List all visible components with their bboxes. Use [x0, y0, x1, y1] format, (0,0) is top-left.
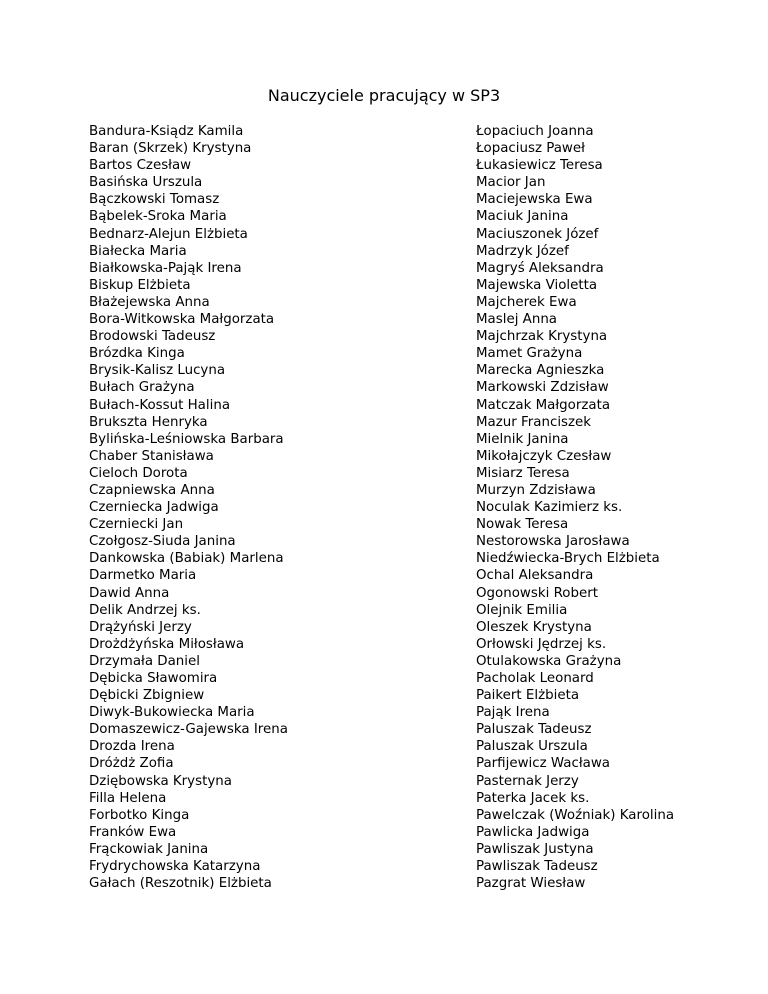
teacher-name: Dębicki Zbigniew: [89, 688, 205, 704]
teacher-name: Drozda Irena: [89, 739, 175, 755]
teacher-name: Mazur Franciszek: [476, 414, 592, 430]
teacher-name: Basińska Urszula: [89, 175, 203, 191]
teacher-name: Pawlicka Jadwiga: [476, 824, 590, 840]
teacher-name: Parfijewicz Wacława: [476, 756, 611, 772]
teacher-name: Murzyn Zdzisława: [476, 482, 596, 498]
teacher-name: Misiarz Teresa: [476, 465, 570, 481]
teacher-name: Bednarz-Alejun Elżbieta: [89, 226, 248, 242]
teacher-name: Nestorowska Jarosława: [476, 534, 630, 550]
teacher-name: Pazgrat Wiesław: [476, 876, 586, 892]
teacher-name: Pająk Irena: [476, 705, 550, 721]
teacher-name: Frydrychowska Katarzyna: [89, 859, 261, 875]
teacher-name: Majcherek Ewa: [476, 294, 577, 310]
teacher-name: Chaber Stanisława: [89, 448, 214, 464]
teacher-name: Frąckowiak Janina: [89, 841, 209, 857]
teacher-name: Łukasiewicz Teresa: [476, 158, 603, 174]
teacher-name: Paterka Jacek ks.: [476, 790, 590, 806]
teacher-name: Bandura-Ksiądz Kamila: [89, 124, 244, 139]
teacher-name: Brukszta Henryka: [89, 414, 208, 430]
teacher-list-right: [476, 123, 674, 892]
teacher-name: Ochal Aleksandra: [476, 568, 594, 584]
teacher-name: Czapniewska Anna: [89, 482, 215, 498]
teacher-name: Olejnik Emilia: [476, 602, 568, 618]
teacher-name: Majewska Violetta: [476, 277, 598, 293]
teacher-name: Otulakowska Grażyna: [476, 653, 622, 669]
teacher-name: Bączkowski Tomasz: [89, 192, 220, 208]
teacher-name: Ogonowski Robert: [476, 585, 598, 601]
teacher-name: Cieloch Dorota: [89, 465, 188, 481]
teacher-name: Franków Ewa: [89, 824, 177, 840]
teacher-name: Delik Andrzej ks.: [89, 602, 201, 618]
teacher-name: Pasternak Jerzy: [476, 773, 579, 789]
teacher-name: Magryś Aleksandra: [476, 260, 604, 276]
teacher-name: Białkowska-Pająk Irena: [89, 260, 242, 276]
teacher-name: Bułach Grażyna: [89, 380, 195, 396]
teacher-name: Maciuk Janina: [476, 209, 569, 225]
teacher-name: Czerniecki Jan: [89, 517, 184, 533]
teacher-name: Maciejewska Ewa: [476, 192, 593, 208]
teacher-name: Maslej Anna: [476, 312, 558, 328]
teacher-name: Markowski Zdzisław: [476, 380, 609, 396]
teacher-name: Brodowski Tadeusz: [89, 329, 216, 345]
teacher-name: Pacholak Leonard: [476, 671, 594, 686]
teacher-name: Domaszewicz-Gajewska Irena: [89, 722, 288, 738]
teacher-name: Biskup Elżbieta: [89, 277, 191, 293]
teacher-name: Łopaciusz Paweł: [476, 141, 585, 157]
teacher-name: Brózdka Kinga: [89, 346, 185, 362]
teacher-name: Marecka Agnieszka: [476, 363, 605, 379]
teacher-name: Dawid Anna: [89, 585, 170, 601]
teacher-name: Dziębowska Krystyna: [89, 773, 232, 789]
page-title: Nauczyciele pracujący w SP3: [267, 86, 501, 105]
teacher-name: Paluszak Urszula: [476, 739, 588, 755]
teacher-name: Bułach-Kossut Halina: [89, 397, 231, 413]
teacher-name: Mamet Grażyna: [476, 346, 583, 362]
teacher-name: Dębicka Sławomira: [89, 671, 218, 686]
teacher-name: Majchrzak Krystyna: [476, 329, 608, 345]
teacher-name: Bąbelek-Sroka Maria: [89, 209, 227, 225]
teacher-name: Gałach (Reszotnik) Elżbieta: [89, 876, 272, 892]
teacher-name: Paikert Elżbieta: [476, 688, 580, 704]
teacher-name: Pawelczak (Woźniak) Karolina: [476, 807, 675, 823]
teacher-name: Baran (Skrzek) Krystyna: [89, 141, 252, 157]
teacher-name: Madrzyk Józef: [476, 243, 569, 259]
teacher-name: Darmetko Maria: [89, 568, 197, 584]
teacher-name: Brysik-Kalisz Lucyna: [89, 363, 226, 379]
teacher-name: Niedźwiecka-Brych Elżbieta: [476, 551, 660, 567]
teacher-name: Diwyk-Bukowiecka Maria: [89, 705, 255, 721]
teacher-name: Noculak Kazimierz ks.: [476, 500, 623, 516]
teacher-name: Drążyński Jerzy: [89, 619, 192, 635]
teacher-name: Czerniecka Jadwiga: [89, 500, 219, 516]
teacher-name: Pawliszak Justyna: [476, 841, 594, 857]
teacher-name: Filla Helena: [89, 790, 167, 806]
teacher-name: Dróżdż Zofia: [89, 756, 174, 772]
teacher-name: Mikołajczyk Czesław: [476, 448, 612, 464]
teacher-name: Drzymała Daniel: [89, 653, 200, 669]
teacher-name: Oleszek Krystyna: [476, 619, 592, 635]
teacher-name: Czołgosz-Siuda Janina: [89, 534, 236, 550]
teacher-name: Bylińska-Leśniowska Barbara: [89, 431, 284, 447]
teacher-name: Forbotko Kinga: [89, 807, 190, 823]
teacher-name: Mielnik Janina: [476, 431, 569, 447]
teacher-list-left: [89, 123, 288, 892]
teacher-name: Drożdżyńska Miłosława: [89, 636, 245, 652]
teacher-name: Matczak Małgorzata: [476, 397, 611, 413]
teacher-name: Orłowski Jędrzej ks.: [476, 636, 607, 652]
teacher-name: Nowak Teresa: [476, 517, 569, 533]
teacher-name: Błażejewska Anna: [89, 294, 210, 310]
teacher-name: Paluszak Tadeusz: [476, 722, 592, 738]
teacher-name: Bartos Czesław: [89, 158, 192, 174]
teacher-name: Pawliszak Tadeusz: [476, 859, 598, 875]
teacher-name: Łopaciuch Joanna: [476, 124, 594, 139]
teacher-name: Maciuszonek Józef: [476, 226, 599, 242]
teacher-name: Macior Jan: [476, 175, 546, 191]
teacher-name: Białecka Maria: [89, 243, 187, 259]
teacher-name: Bora-Witkowska Małgorzata: [89, 312, 275, 328]
teacher-name: Dankowska (Babiak) Marlena: [89, 551, 284, 567]
